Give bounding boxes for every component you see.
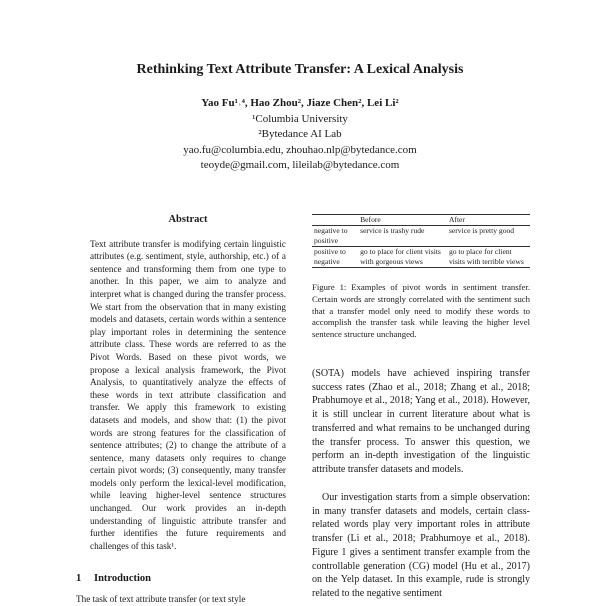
paper-title: Rethinking Text Attribute Transfer: A Lexical Analysis	[136, 62, 464, 77]
author-emails-line1: yao.fu@columbia.edu, zhouhao.nlp@bytedance.com	[183, 143, 417, 156]
table-cell-direction: negative to positive	[312, 226, 358, 247]
section-title: Introduction	[94, 573, 151, 584]
abstract-heading: Abstract	[168, 214, 208, 225]
table-header-after: After	[447, 215, 530, 226]
author-block	[0, 96, 600, 174]
affiliation-bytedance: ²Bytedance AI Lab	[258, 128, 342, 140]
paragraph	[312, 491, 530, 601]
table-row	[312, 226, 530, 247]
left-column	[76, 214, 300, 552]
table-cell-before: go to place for client visits with gorgeous views	[358, 247, 447, 268]
introduction-text: The task of text attribute transfer (or text style	[76, 594, 246, 604]
figure-1	[312, 214, 530, 341]
paragraph: (SOTA) models have achieved inspiring transfer success rates (Zhao et al., 2018; Zhang et al., 2018; Prabhumoye et al., 2018; Yang et al., 2018). However, it is still unclear in current literature about what is transferred and what remains to be unchanged during the transfer process. To answer this question, we perform an in-depth investigation of the linguistic attribute transfer datasets and models.	[312, 368, 530, 475]
affiliation-columbia: ¹Columbia University	[252, 112, 348, 125]
table-cell-direction: positive to negative	[312, 247, 358, 268]
table-cell-after: go to place for client visits with terrible views	[447, 247, 530, 268]
figure-caption: Figure 1: Examples of pivot words in sentiment transfer. Certain words are strongly correlated with the sentiment such that a transfer model only need to modify these words to accomplish the transfer task while leaving the higher level sentence structure unchanged.	[312, 282, 530, 340]
table-header-empty	[312, 215, 358, 226]
abstract-body: Text attribute transfer is modifying certain linguistic attributes (e.g. sentiment, style, authorship, etc.) of a sentence and transforming them from one type to another. In this paper, we aim to analyze and interpret what is changed during the transfer process. We start from the observation that in many existing models and datasets, certain words within a sentence play important roles in determining the sentence attribute class. These words are referred to as the Pivot Words. Based on these pivot words, we propose a lexical analysis framework, the Pivot Analysis, to quantitatively analyze the effects of these words in text attribute classification and transfer. We apply this framework to existing datasets and models, and show that: (1) the pivot words are strong features for the classification of sentence attributes; (2) to change the attribute of a sentence, many datasets only requires to change certain pivot words; (3) consequently, many transfer models only perform the lexical-level modification, while leaving higher-level sentence structures unchanged. Our work provides an in-depth understanding of linguistic attribute transfer and further identifies the future requirements and challenges of this task¹.	[90, 238, 286, 551]
table-header-before: Before	[358, 215, 447, 226]
section-number: 1	[76, 573, 82, 584]
author-names: Yao Fu¹˒⁴, Hao Zhou², Jiaze Chen², Lei Li²	[201, 97, 399, 109]
table-cell-before: service is trashy rude	[358, 226, 447, 247]
author-emails-line2: teoyde@gmail.com, lileilab@bytedance.com	[200, 159, 400, 171]
pivot-words-table	[312, 214, 530, 268]
table-row	[312, 247, 530, 268]
table-cell-after: service is pretty good	[447, 226, 530, 247]
section-heading-introduction	[76, 573, 151, 584]
paragraph-text: Our investigation starts from a simple observation: in many transfer datasets and models, certain class-related words play very important roles in attribute transfer (Li et al., 2018; Prabhumoye et al., 2018). Figure 1 gives a sentiment transfer example from the controllable generation (CG) model (Hu et al., 2017) on the Yelp dataset. In this example, rude is strongly related to the negative sentiment	[312, 492, 530, 599]
